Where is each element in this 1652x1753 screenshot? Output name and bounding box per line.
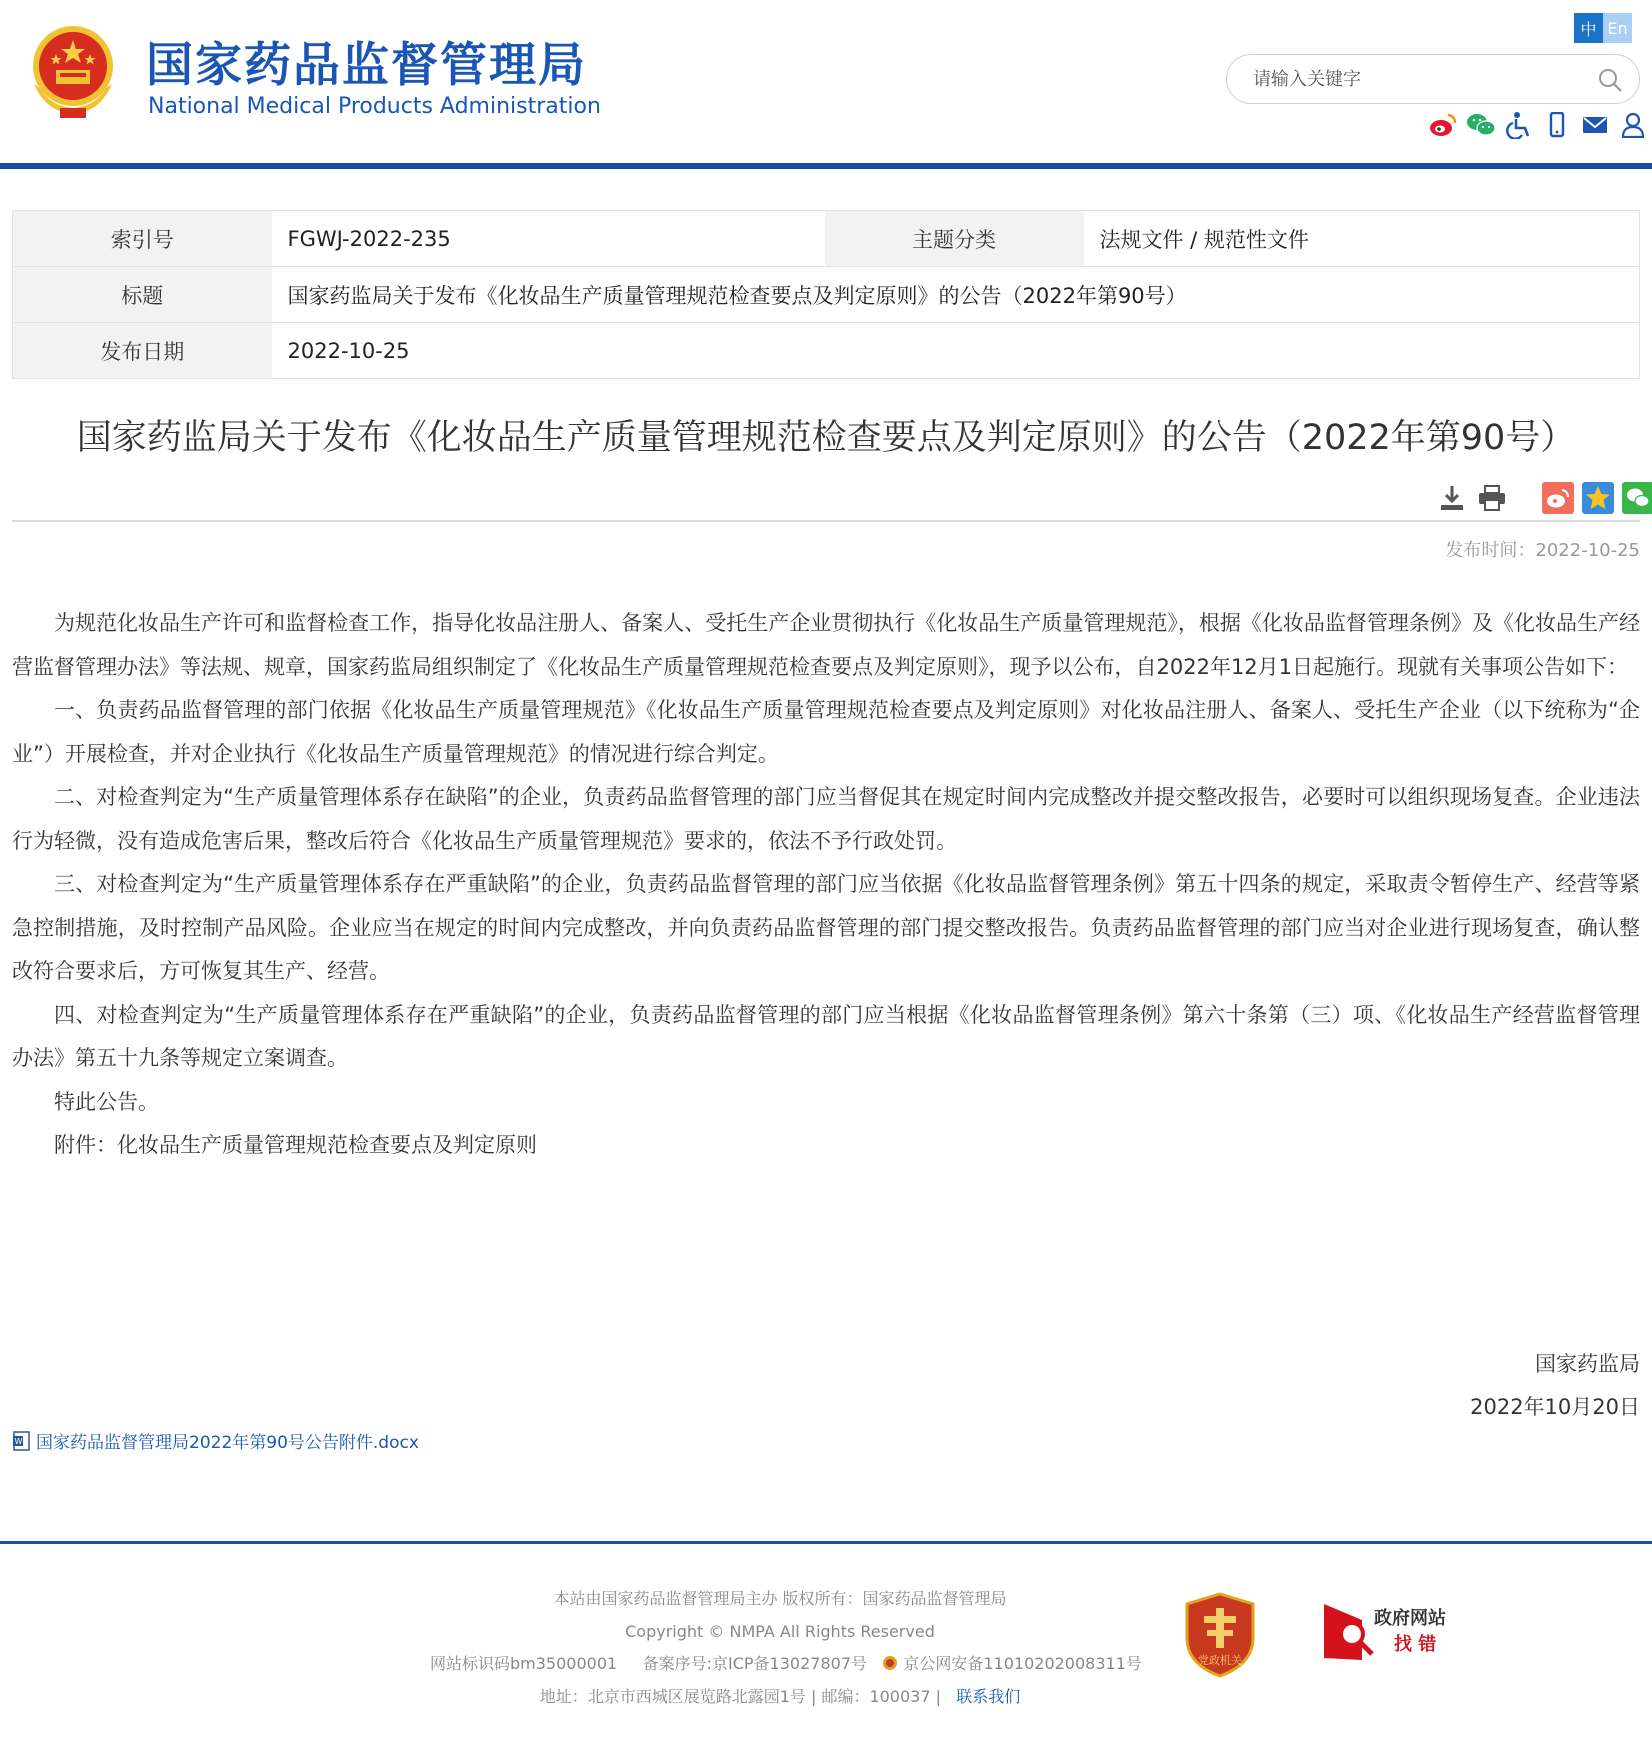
attachment xyxy=(12,1428,419,1453)
footer-divider xyxy=(0,1541,1652,1544)
site-header xyxy=(0,0,1652,170)
favorite-star-icon[interactable] xyxy=(1582,482,1614,514)
category-label: 主题分类 xyxy=(825,211,1084,267)
footer-info xyxy=(430,1583,1142,1713)
category-value: 法规文件 / 规范性文件 xyxy=(1084,211,1640,267)
article-body xyxy=(12,602,1640,1168)
mobile-icon[interactable] xyxy=(1542,110,1572,140)
share-wechat-icon[interactable] xyxy=(1622,482,1652,514)
gov-site-error-report-icon[interactable] xyxy=(1322,1600,1462,1664)
date-value: 2022-10-25 xyxy=(272,323,1640,379)
search-box xyxy=(1226,54,1640,104)
index-value: FGWJ-2022-235 xyxy=(272,211,825,267)
publish-time: 发布时间：2022-10-25 xyxy=(1445,540,1640,561)
site-title-en[interactable]: National Medical Products Administration xyxy=(148,94,601,119)
paragraph: 四、对检查判定为“生产质量管理体系存在严重缺陷”的企业，负责药品监督管理的部门应当根据《化妆品监督管理条例》第六十条第（三）项、《化妆品生产经营监督管理办法》第五十九条等规定立案调查。 xyxy=(12,1002,1640,1070)
language-switch xyxy=(1574,13,1632,43)
search-icon[interactable] xyxy=(1597,67,1623,93)
paragraph: 三、对检查判定为“生产质量管理体系存在严重缺陷”的企业，负责药品监督管理的部门应当依据《化妆品监督管理条例》第五十四条的规定，采取责令暂停生产、经营等紧急控制措施，及时控制产品风险。企业应当在规定的时间内完成整改，并向负责药品监督管理的部门提交整改报告。负责药品监督管理的部门应当对企业进行现场复查，确认整改符合要求后，方可恢复其生产、经营。 xyxy=(12,872,1640,983)
signature-block xyxy=(1470,1343,1640,1429)
date-label: 发布日期 xyxy=(13,323,272,379)
paragraph: 附件：化妆品生产质量管理规范检查要点及判定原则 xyxy=(54,1133,537,1157)
paragraph: 二、对检查判定为“生产质量管理体系存在缺陷”的企业，负责药品监督管理的部门应当督促其在规定时间内完成整改并提交整改报告，必要时可以组织现场复查。企业违法行为轻微，没有造成危害后果，整改后符合《化妆品生产质量管理规范》要求的，依法不予行政处罚。 xyxy=(12,785,1640,853)
party-government-badge-icon[interactable] xyxy=(1183,1592,1257,1678)
site-code: 网站标识码bm35000001 xyxy=(430,1654,618,1673)
title-divider xyxy=(12,520,1640,522)
paragraph: 为规范化妆品生产许可和监督检查工作，指导化妆品注册人、备案人、受托生产企业贯彻执行《化妆品生产质量管理规范》，根据《化妆品监督管理条例》及《化妆品生产经营监督管理办法》等法规、规章，国家药监局组织制定了《化妆品生产质量管理规范检查要点及判定原则》，现予以公布，自2022年12月1日起施行。现就有关事项公告如下： xyxy=(12,611,1640,679)
document-meta-table xyxy=(12,210,1640,379)
footer-sponsor: 本站由国家药品监督管理局主办 版权所有：国家药品监督管理局 xyxy=(553,1589,1007,1608)
address: 地址：北京市西城区展览路北露园1号 | 邮编：100037 | xyxy=(539,1686,942,1706)
sign-date: 2022年10月20日 xyxy=(1470,1395,1640,1419)
site-title-cn[interactable]: 国家药品监督管理局 xyxy=(146,38,587,93)
user-icon[interactable] xyxy=(1618,110,1648,140)
footer-address-row xyxy=(430,1681,1130,1714)
print-icon[interactable] xyxy=(1476,482,1508,514)
mail-icon[interactable] xyxy=(1580,110,1610,140)
badge-gov-line1: 政府网站 xyxy=(1374,1608,1446,1629)
table-row xyxy=(13,211,1640,267)
badge-party-text: 党政机关 xyxy=(1198,1654,1242,1667)
table-row xyxy=(13,267,1640,323)
title-label: 标题 xyxy=(13,267,272,323)
article-title: 国家药监局关于发布《化妆品生产质量管理规范检查要点及判定原则》的公告（2022年第90号） xyxy=(76,418,1576,458)
police-record[interactable]: 京公网安备11010202008311号 xyxy=(903,1654,1142,1673)
index-label: 索引号 xyxy=(13,211,272,267)
footer-registration xyxy=(430,1648,1142,1681)
social-links xyxy=(1428,110,1648,140)
share-weibo-icon[interactable] xyxy=(1542,482,1574,514)
search-input[interactable] xyxy=(1253,67,1583,91)
paragraph: 一、负责药品监督管理的部门依据《化妆品生产质量管理规范》《化妆品生产质量管理规范检查要点及判定原则》对化妆品注册人、备案人、受托生产企业（以下统称为“企业”）开展检查，并对企业执行《化妆品生产质量管理规范》的情况进行综合判定。 xyxy=(12,698,1640,766)
national-emblem-icon[interactable] xyxy=(26,24,120,120)
wechat-icon[interactable] xyxy=(1466,110,1496,140)
icp-record[interactable]: 备案序号:京ICP备13027807号 xyxy=(642,1654,867,1673)
table-row xyxy=(13,323,1640,379)
lang-zh-button[interactable]: 中 xyxy=(1574,13,1603,43)
lang-en-button[interactable]: En xyxy=(1603,13,1632,43)
header-divider xyxy=(0,163,1652,169)
attachment-link[interactable]: 国家药品监督管理局2022年第90号公告附件.docx xyxy=(36,1433,419,1453)
weibo-icon[interactable] xyxy=(1428,110,1458,140)
article-tools xyxy=(1436,482,1652,514)
accessibility-icon[interactable] xyxy=(1504,110,1534,140)
download-icon[interactable] xyxy=(1436,482,1468,514)
svg-text:W: W xyxy=(14,1436,23,1446)
title-value: 国家药监局关于发布《化妆品生产质量管理规范检查要点及判定原则》的公告（2022年第90号） xyxy=(272,267,1640,323)
badge-gov-line2: 找 错 xyxy=(1394,1634,1437,1655)
footer-copyright: Copyright © NMPA All Rights Reserved xyxy=(625,1621,935,1641)
word-doc-icon xyxy=(12,1431,32,1451)
police-badge-icon xyxy=(882,1655,898,1671)
signer: 国家药监局 xyxy=(1535,1352,1640,1376)
contact-us-link[interactable]: 联系我们 xyxy=(956,1686,1021,1706)
paragraph: 特此公告。 xyxy=(54,1089,159,1114)
